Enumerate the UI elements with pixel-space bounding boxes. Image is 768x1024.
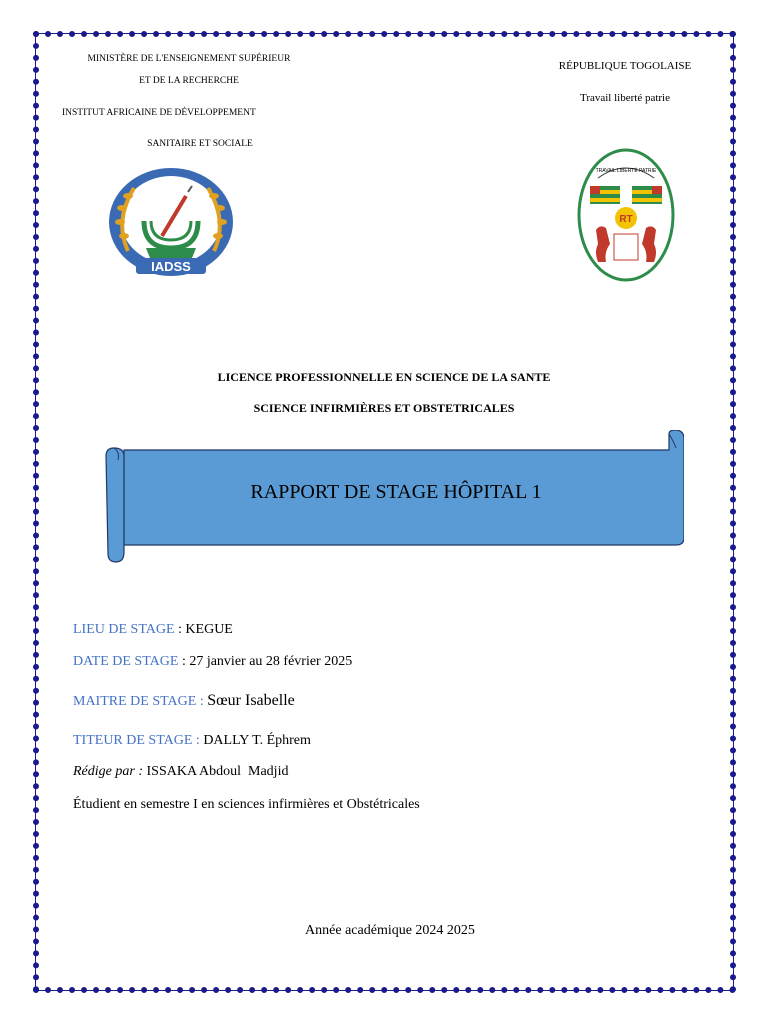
titeur-de-stage <box>73 733 311 749</box>
date-label: DATE DE STAGE <box>73 654 179 669</box>
program-title: LICENCE PROFESSIONNELLE EN SCIENCE DE LA SANTE <box>217 370 551 384</box>
student-status: Étudient en semestre I en sciences infirmières et Obstétricales <box>73 797 420 812</box>
titeur-value: DALLY T. Éphrem <box>203 733 311 748</box>
maitre-value: Sœur Isabelle <box>207 692 295 709</box>
report-title: RAPPORT DE STAGE HÔPITAL 1 <box>250 481 542 503</box>
academic-year: Année académique 2024 2025 <box>305 923 475 938</box>
maitre-label: MAITRE DE STAGE <box>73 694 197 709</box>
togo-coat-of-arms <box>576 148 676 287</box>
maitre-de-stage <box>73 692 295 710</box>
redige-par <box>73 764 288 780</box>
lieu-sep: : <box>174 622 186 637</box>
ministry-line-1: MINISTÈRE DE L'ENSEIGNEMENT SUPÉRIEUR <box>87 54 291 64</box>
titeur-label: TITEUR DE STAGE <box>73 733 193 748</box>
date-de-stage <box>73 654 352 670</box>
redige-sep: : <box>134 764 147 779</box>
institute-line-1: INSTITUT AFRICAINE DE DÉVELOPPEMENT <box>62 108 256 118</box>
republic-name: RÉPUBLIQUE TOGOLAISE <box>558 60 692 72</box>
date-sep: : <box>178 654 190 669</box>
program-subtitle: SCIENCE INFIRMIÈRES ET OBSTETRICALES <box>253 401 515 415</box>
institute-line-2: SANITAIRE ET SOCIALE <box>147 139 253 149</box>
rt-monogram: RT <box>619 214 633 225</box>
ministry-line-2: ET DE LA RECHERCHE <box>139 76 239 86</box>
motto-ribbon: TRAVAIL LIBERTÉ PATRIE <box>595 168 657 174</box>
redige-label: Rédige par <box>73 764 135 779</box>
titeur-sep: : <box>192 733 204 748</box>
republic-motto: Travail liberté patrie <box>579 92 670 104</box>
redige-value: ISSAKA Abdoul Madjid <box>146 764 289 779</box>
lieu-value: KEGUE <box>185 622 233 637</box>
iadss-logo <box>106 166 236 283</box>
lieu-label: LIEU DE STAGE <box>73 622 175 637</box>
maitre-sep: : <box>196 694 208 709</box>
iadss-logo-text: IADSS <box>151 259 191 274</box>
date-value: 27 janvier au 28 février 2025 <box>189 654 353 669</box>
lieu-de-stage <box>73 622 233 638</box>
